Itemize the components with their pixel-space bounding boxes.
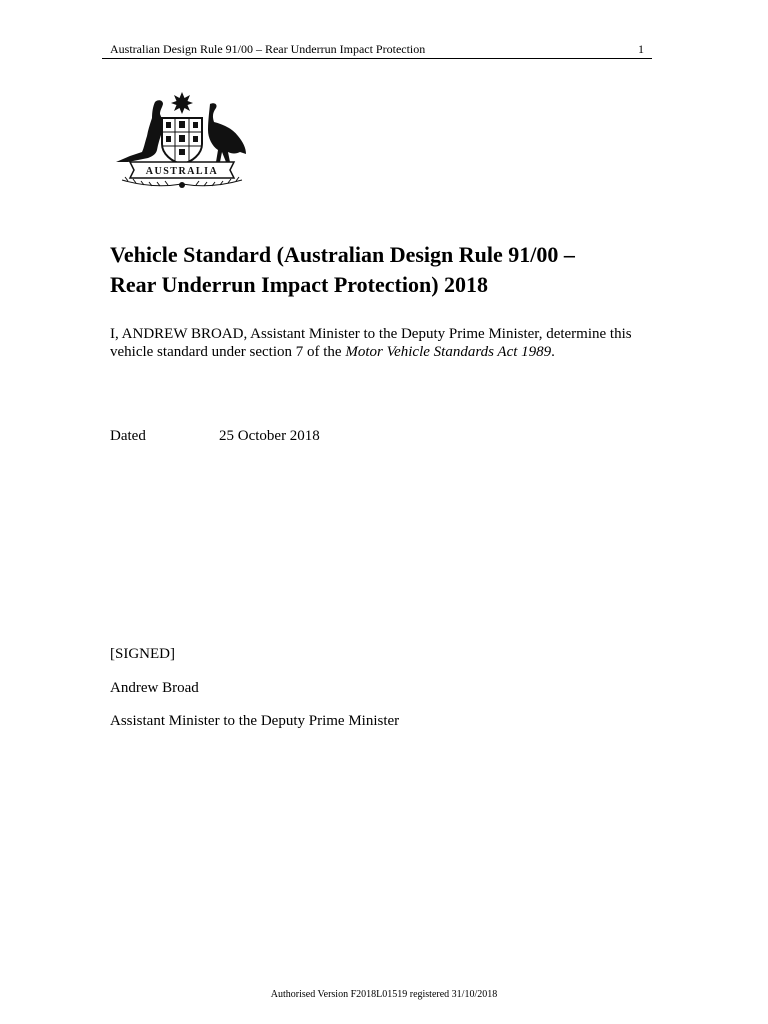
commonwealth-star-icon — [171, 92, 193, 114]
preamble-line-2-end: . — [551, 344, 555, 360]
document-title-line-1: Vehicle Standard (Australian Design Rule 91/00 – — [110, 242, 575, 267]
dated-label: Dated — [110, 428, 146, 444]
coat-of-arms-icon — [110, 90, 255, 190]
preamble-line-2 — [110, 343, 670, 361]
document-title — [110, 240, 670, 300]
signatory-name: Andrew Broad — [110, 680, 199, 696]
header-page-number: 1 — [638, 42, 644, 56]
crest-label: AUSTRALIA — [145, 166, 219, 177]
signatory-title: Assistant Minister to the Deputy Prime Minister — [110, 713, 400, 729]
emu-icon — [208, 103, 246, 162]
preamble-line-2-text: vehicle standard under section 7 of the — [110, 344, 346, 360]
footer-authorised-version: Authorised Version F2018L01519 registered 31/10/2018 — [270, 989, 498, 1000]
act-name: Motor Vehicle Standards Act 1989 — [345, 344, 552, 360]
header-title: Australian Design Rule 91/00 – Rear Underrun Impact Protection — [110, 42, 426, 56]
signed-marker: [SIGNED] — [110, 646, 175, 662]
preamble-line-1: I, ANDREW BROAD, Assistant Minister to the Deputy Prime Minister, determine this — [110, 326, 632, 342]
document-title-line-2: Rear Underrun Impact Protection) 2018 — [110, 272, 489, 297]
kangaroo-icon — [116, 100, 168, 162]
dated-value: 25 October 2018 — [219, 428, 320, 444]
running-header — [102, 40, 652, 59]
preamble — [110, 325, 670, 361]
